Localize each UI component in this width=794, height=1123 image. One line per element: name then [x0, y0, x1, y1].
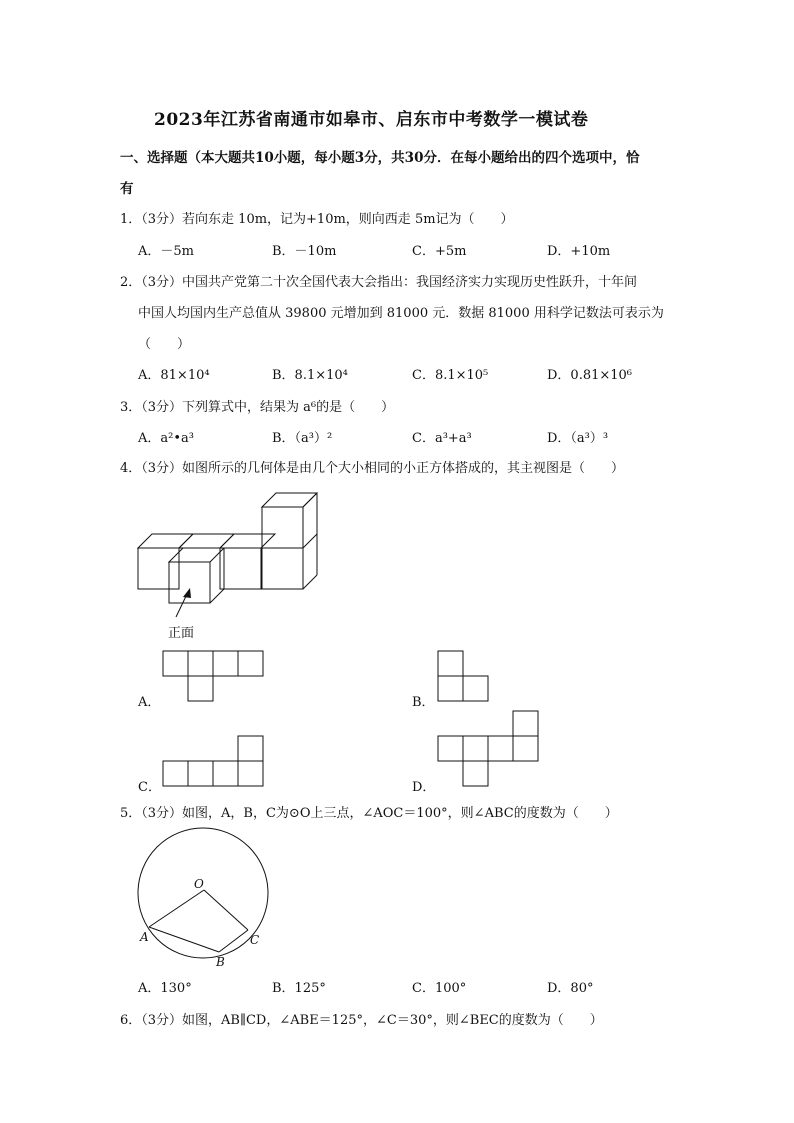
question-3-stem: 3．（3分）下列算式中，结果为 a⁶的是（ ） — [120, 400, 395, 415]
point-label-c: C — [250, 933, 260, 947]
q4-option-c[interactable]: C． — [138, 780, 161, 795]
q5-option-d[interactable]: D．80° — [547, 981, 594, 996]
question-6-stem: 6．（3分）如图，AB∥CD，∠ABE＝125°，∠C＝30°，则∠BEC的度数为（ ） — [120, 1013, 603, 1028]
q3-option-d[interactable]: D．（a³）³ — [547, 431, 609, 446]
q2-option-b[interactable]: B．8.1×10⁴ — [272, 368, 348, 383]
q1-option-b[interactable]: B．－10m — [272, 244, 337, 259]
question-4-stem: 4．（3分）如图所示的几何体是由几个大小相同的小正方体搭成的，其主视图是（ ） — [120, 461, 625, 476]
q5-option-a[interactable]: A．130° — [138, 981, 192, 996]
q2-option-c[interactable]: C．8.1×10⁵ — [412, 368, 489, 383]
question-2-stem-line1: 2．（3分）中国共产党第二十次全国代表大会指出：我国经济实力实现历史性跃升，十年间 — [120, 275, 638, 290]
page-title: 2023年江苏省南通市如皋市、启东市中考数学一模试卷 — [154, 110, 589, 130]
question-2-stem-line3: （ ） — [138, 337, 191, 352]
q3-option-b[interactable]: B．（a³）² — [272, 431, 333, 446]
q2-option-d[interactable]: D．0.81×10⁶ — [547, 368, 633, 383]
q1-option-a[interactable]: A．－5m — [138, 244, 194, 259]
q2-option-a[interactable]: A．81×10⁴ — [138, 368, 210, 383]
point-label-a: A — [140, 930, 149, 944]
q4-option-b[interactable]: B． — [412, 695, 435, 710]
q1-option-c[interactable]: C．+5m — [412, 244, 467, 259]
q5-option-b[interactable]: B．125° — [272, 981, 326, 996]
question-1-stem: 1．（3分）若向东走 10m，记为+10m，则向西走 5m记为（ ） — [120, 212, 514, 227]
q4-option-d[interactable]: D． — [412, 780, 436, 795]
q1-option-d[interactable]: D．+10m — [547, 244, 611, 259]
question-2-stem-line2: 中国人均国内生产总值从 39800 元增加到 81000 元．数据 81000 用科学记数法可表示为 — [138, 306, 664, 321]
section-header-cont: 有 — [120, 181, 134, 197]
q3-option-c[interactable]: C．a³+a³ — [412, 431, 472, 446]
q5-option-c[interactable]: C．100° — [412, 981, 467, 996]
point-label-b: B — [216, 955, 225, 969]
front-view-label: 正面 — [168, 626, 195, 641]
section-header: 一、选择题（本大题共10小题，每小题3分，共30分．在每小题给出的四个选项中，恰 — [120, 150, 640, 166]
q4-option-a[interactable]: A． — [138, 695, 161, 710]
q3-option-a[interactable]: A．a²•a³ — [138, 431, 194, 446]
question-5-stem: 5．（3分）如图，A，B，C为⊙O上三点，∠AOC＝100°，则∠ABC的度数为（ ） — [120, 806, 618, 821]
point-label-o: O — [194, 877, 204, 891]
